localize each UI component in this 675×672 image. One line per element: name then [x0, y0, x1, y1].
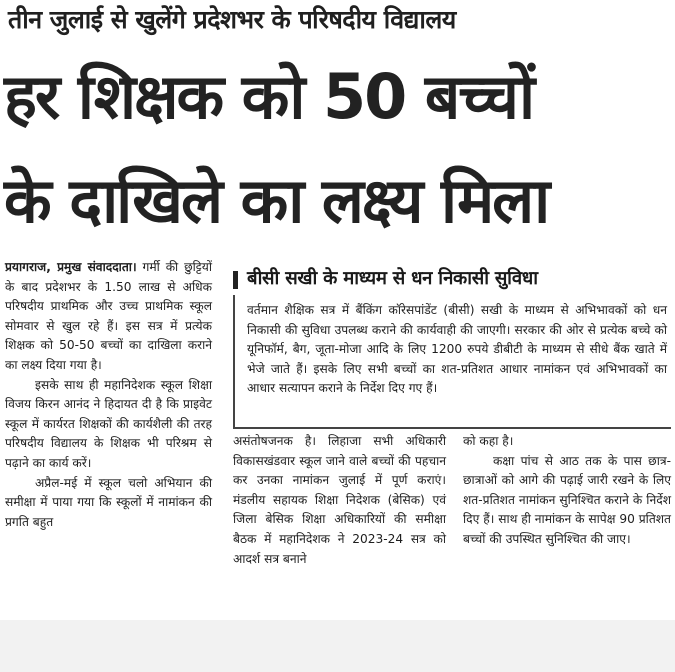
- main-headline-line-2: के दाखिले का लक्ष्य मिला: [4, 164, 549, 237]
- article-paragraph-5: को कहा है।: [463, 434, 514, 448]
- article-column-1: [5, 258, 212, 532]
- article-column-3: [463, 432, 671, 550]
- article-paragraph-3: अप्रैल-मई में स्कूल चलो अभियान की समीक्षा में पाया गया कि स्कूलों में नामांकन की प्रगति बहुत: [5, 475, 212, 529]
- article-paragraph-2: इसके साथ ही महानिदेशक स्कूल शिक्षा विजय किरन आनंद ने हिदायत दी है कि प्राइवेट स्कूल में कार्यरत शिक्षकों की कार्यशैली की तरह परिषदीय विद्यालय के शिक्षक भी परिश्रम से पढ़ाने का कार्य करें।: [5, 377, 212, 470]
- sidebar-title: बीसी सखी के माध्यम से धन निकासी सुविधा: [247, 268, 538, 289]
- dateline: प्रयागराज, प्रमुख संवाददाता।: [5, 260, 137, 274]
- article-paragraph-4: असंतोषजनक है। लिहाजा सभी अधिकारी विकासखंडवार स्कूल जाने वाले बच्चों की पहचान कर उनका नामांकन जुलाई में पूर्ण कराएं। मंडलीय सहायक शिक्षा निदेशक (बेसिक) एवं जिला बेसिक शिक्षा अधिकारियों की समीक्षा बैठक में महानिदेशक ने 2023-24 सत्र को आदर्श सत्र बनाने: [233, 434, 446, 566]
- article-paragraph-6: कक्षा पांच से आठ तक के पास छात्र-छात्राओं को आगे की पढ़ाई जारी रखने के लिए शत-प्रतिशत नामांकन सुनिश्चित कराने के निर्देश दिए हैं। साथ ही नामांकन के सापेक्ष 90 प्रतिशत बच्चों की उपस्थित सुनिश्चित की जाए।: [463, 453, 671, 546]
- main-headline-line-1: हर शिक्षक को 50 बच्चों: [4, 60, 534, 133]
- sidebar-bottom-border: [233, 427, 671, 429]
- kicker-headline: तीन जुलाई से खुलेंगे प्रदेशभर के परिषदीय विद्यालय: [8, 5, 456, 34]
- article-paragraph-1: प्रयागराज, प्रमुख संवाददाता। गर्मी की छुट्टियों के बाद प्रदेशभर के 1.50 लाख से अधिक परिषदीय प्राथमिक और उच्च प्राथमिक स्कूल सोमवार से खुल रहे हैं। इस सत्र में प्रत्येक शिक्षक को 50-50 बच्चों का दाखिला कराने का लक्ष्य दिया गया है।: [5, 260, 212, 372]
- sidebar-left-border: [233, 295, 235, 429]
- sidebar-title-marker: [233, 271, 238, 289]
- article-column-2: [233, 432, 446, 569]
- sidebar-box: [233, 259, 671, 429]
- sidebar-body: वर्तमान शैक्षिक सत्र में बैंकिंग कॉरेसपांडेंट (बीसी) सखी के माध्यम से अभिभावकों को धन निकासी की सुविधा उपलब्ध कराने की कार्यवाही की जाएगी। सरकार की ओर से प्रत्येक बच्चे को यूनिफॉर्म, बैग, जूता-मोजा आदि के लिए 1200 रुपये डीबीटी के माध्यम से सीधे बैंक खाते में भेजे जाते हैं। इसके लिए सभी बच्चों का शत-प्रतिशत आधार नामांकन एवं अभिभावकों का आधार सत्यापन कराने के निर्देश दिए गए हैं।: [247, 303, 667, 396]
